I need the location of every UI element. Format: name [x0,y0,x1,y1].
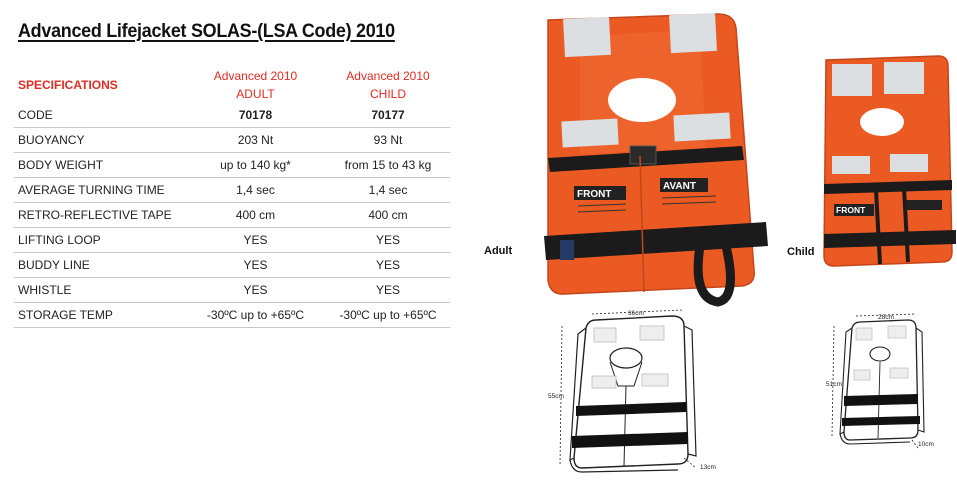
row-label: BUOYANCY [14,128,185,153]
table-row [14,203,450,228]
row-child-value: 93 Nt [322,128,450,153]
adult-lifejacket-photo [520,8,770,308]
child-front-text: FRONT [836,205,866,215]
table-row [14,228,450,253]
row-child-value: -30ºC up to +65ºC [322,303,450,328]
row-adult-value: 70178 [185,103,322,128]
row-adult-value: up to 140 kg* [185,153,322,178]
header-adult-type: ADULT [236,87,275,101]
row-adult-value: -30ºC up to +65ºC [185,303,322,328]
table-row [14,178,450,203]
page-title: Advanced Lifejacket SOLAS-(LSA Code) 2010 [18,20,395,42]
row-adult-value: 400 cm [185,203,322,228]
table-row [14,303,450,328]
table-row [14,278,450,303]
row-adult-value: YES [185,253,322,278]
row-child-value: 1,4 sec [322,178,450,203]
row-child-value: YES [322,278,450,303]
row-child-value: from 15 to 43 kg [322,153,450,178]
header-child-model: Advanced 2010 [346,69,430,83]
row-label: LIFTING LOOP [14,228,185,253]
child-label: Child [787,246,815,258]
header-specifications: SPECIFICATIONS [18,78,118,92]
child-lifejacket-photo [820,52,957,272]
table-row [14,153,450,178]
table-row [14,253,450,278]
table-row [14,103,450,128]
adult-front-text: FRONT [577,189,612,200]
header-child-type: CHILD [369,87,406,101]
child-height-label: 51cm [826,381,842,388]
table-row [14,128,450,153]
adult-width-label: 36cm [628,310,644,317]
row-label: CODE [14,103,185,128]
row-label: AVERAGE TURNING TIME [14,178,185,203]
adult-dimension-diagram [548,306,728,481]
row-child-value: 400 cm [322,203,450,228]
table-header-row [14,67,450,103]
row-label: BODY WEIGHT [14,153,185,178]
row-child-value: YES [322,253,450,278]
header-child [322,67,450,103]
row-child-value: YES [322,228,450,253]
row-label: STORAGE TEMP [14,303,185,328]
child-dimension-diagram [826,312,951,462]
adult-depth-label: 13cm [700,464,716,471]
header-adult-model: Advanced 2010 [213,69,298,83]
row-adult-value: 1,4 sec [185,178,322,203]
adult-label: Adult [484,245,513,257]
row-adult-value: YES [185,228,322,253]
specifications-table [14,67,450,328]
row-label: RETRO-REFLECTIVE TAPE [14,203,185,228]
row-adult-value: 203 Nt [185,128,322,153]
adult-avant-text: AVANT [663,181,696,192]
header-adult [185,67,322,103]
child-width-label: 28cm [878,314,894,321]
row-adult-value: YES [185,278,322,303]
child-depth-label: 10cm [918,441,934,448]
row-label: WHISTLE [14,278,185,303]
row-child-value: 70177 [322,103,450,128]
adult-height-label: 55cm [548,393,564,400]
row-label: BUDDY LINE [14,253,185,278]
